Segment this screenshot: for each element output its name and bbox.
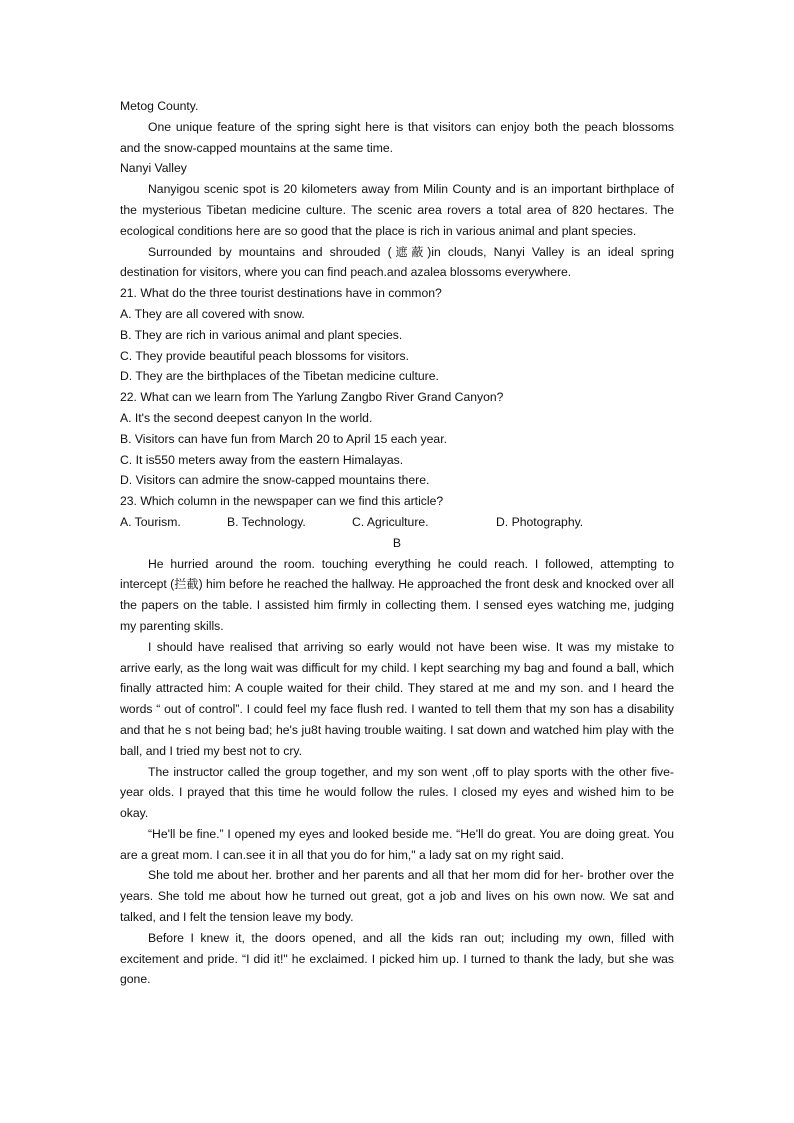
option-d: D. Photography. xyxy=(496,514,584,529)
option-a: A. They are all covered with snow. xyxy=(120,306,305,321)
question-21 xyxy=(120,283,674,387)
section-b-paragraph-3: The instructor called the group together, and my son went ,off to play sports with the other five-year olds. I prayed that this time he would follow the rules. I closed my eyes and wished him to be okay. xyxy=(120,764,674,821)
section-b-paragraph-4: “He'll be fine.” I opened my eyes and looked beside me. “He'll do great. You are doing great. You are a great mom. I can.see it in all that you do for him," a lady sat on my right said. xyxy=(120,826,674,862)
option-a: A. Tourism. xyxy=(120,514,181,529)
document-page xyxy=(120,96,674,990)
nanyi-paragraph-2: Surrounded by mountains and shrouded (遮蔽)in clouds, Nanyi Valley is an ideal spring destination for visitors, where you can find peach.and azalea blossoms everywhere. xyxy=(120,244,674,280)
nanyi-paragraph-1: Nanyigou scenic spot is 20 kilometers away from Milin County and is an important birthplace of the mysterious Tibetan medicine culture. The scenic area rovers a total area of 820 hectares. The ecological conditions here are so good that the place is rich in various animal and plant species. xyxy=(120,182,674,238)
metog-county-line: Metog County. xyxy=(120,99,199,113)
question-stem: 23. Which column in the newspaper can we find this article? xyxy=(120,494,444,509)
option-a: A. It's the second deepest canyon In the world. xyxy=(120,410,373,425)
option-b: B. They are rich in various animal and plant species. xyxy=(120,327,403,342)
section-b-paragraph-6: Before I knew it, the doors opened, and all the kids ran out; including my own, filled with excitement and pride. “I did it!" he exclaimed. I picked him up. I turned to thank the lady, but she was gone. xyxy=(120,930,674,987)
options-row xyxy=(120,512,674,533)
section-b-label: B xyxy=(392,535,402,550)
question-23 xyxy=(120,491,674,533)
option-d: D. They are the birthplaces of the Tibetan medicine culture. xyxy=(120,369,439,384)
option-b: B. Technology. xyxy=(227,514,306,529)
option-c: C. They provide beautiful peach blossoms for visitors. xyxy=(120,348,410,363)
question-stem: 22. What can we learn from The Yarlung Zangbo River Grand Canyon? xyxy=(120,390,504,405)
option-b: B. Visitors can have fun from March 20 to April 15 each year. xyxy=(120,431,447,446)
option-d: D. Visitors can admire the snow-capped mountains there. xyxy=(120,473,430,488)
metog-paragraph: One unique feature of the spring sight here is that visitors can enjoy both the peach blossoms and the snow-capped mountains at the same time. xyxy=(120,119,674,155)
section-b-paragraph-2: I should have realised that arriving so early would not have been wise. It was my mistake to arrive early, as the long wait was difficult for my child. I kept searching my bag and found a ball, which finally attracted him: A couple waited for their child. They stared at me and my son. and I heard the words “ out of control”. I could feel my face flush red. I wanted to tell them that my son has a disability and that he s not being bad; he's ju8t having trouble waiting. I sat down and watched him play with the ball, and I tried my best not to cry. xyxy=(120,639,674,758)
question-stem: 21. What do the three tourist destinations have in common? xyxy=(120,286,442,301)
question-22 xyxy=(120,387,674,491)
section-b-paragraph-5: She told me about her. brother and her parents and all that her mom did for her- brother over the years. She told me about how he turned out great, got a job and lives on his own now. We sat and talked, and I felt the tension leave my body. xyxy=(120,868,674,925)
nanyi-valley-heading: Nanyi Valley xyxy=(120,161,187,176)
option-c: C. Agriculture. xyxy=(352,514,429,529)
section-b-paragraph-1: He hurried around the room. touching everything he could reach. I followed, attempting to intercept (拦截) him before he reached the hallway. He approached the front desk and knocked over all the papers on the table. I assisted him firmly in collecting them. I sensed eyes watching me, judging my parenting skills. xyxy=(120,556,674,633)
option-c: C. It is550 meters away from the eastern Himalayas. xyxy=(120,452,404,467)
